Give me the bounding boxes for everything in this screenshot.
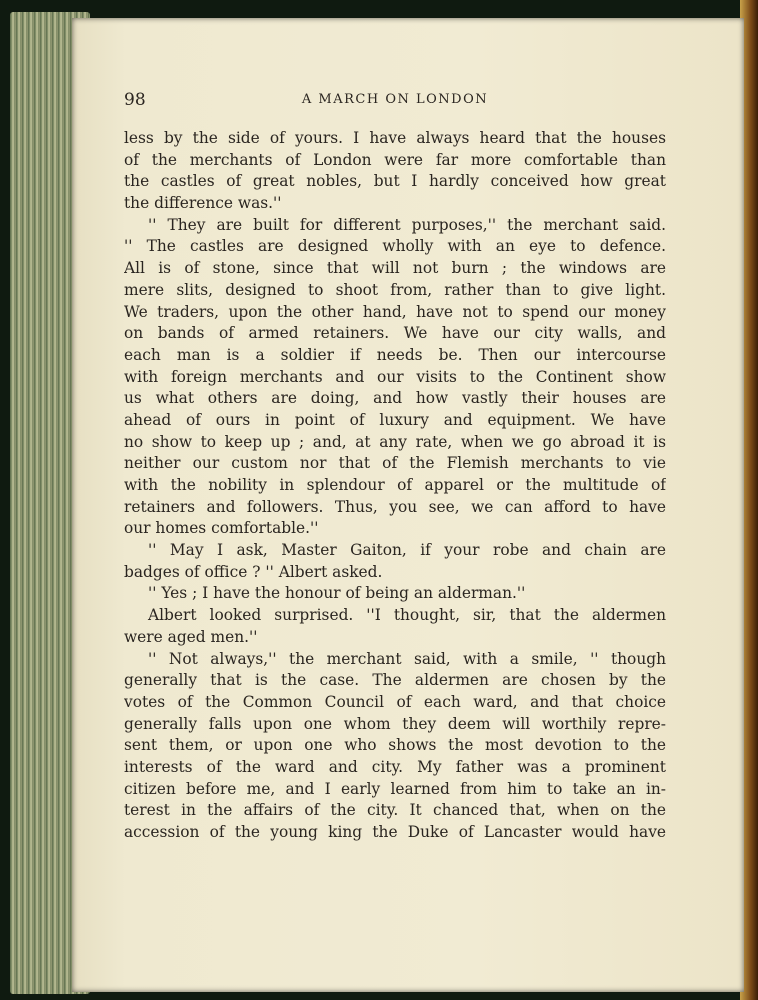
text-line: us what others are doing, and how vastly their houses are [124,389,666,408]
text-line: were aged men.'' [124,627,258,646]
text-line: citizen before me, and I early learned from him to take an in- [124,779,666,798]
text-line: our homes comfortable.'' [124,519,319,538]
text-line: on bands of armed retainers. We have our city walls, and [124,324,666,343]
text-line: the castles of great nobles, but I hardly conceived how great [124,172,666,191]
text-line: ahead of ours in point of luxury and equipment. We have [124,410,666,429]
text-line: votes of the Common Council of each ward, and that choice [124,692,666,711]
text-line: Albert looked surprised. ''I thought, sir, that the aldermen [148,606,666,625]
text-line: '' Not always,'' the merchant said, with a smile, '' though [148,649,666,668]
text-line: no show to keep up ; and, at any rate, when we go abroad it is [124,432,666,451]
running-title: A MARCH ON LONDON [301,92,489,107]
text-line: the difference was.'' [124,194,282,213]
text-line: accession of the young king the Duke of Lancaster would have [124,823,666,841]
text-line: generally that is the case. The aldermen are chosen by the [124,671,666,690]
text-line: less by the side of yours. I have always heard that the houses [124,129,666,147]
text-line: '' They are built for different purposes,'' the merchant said. [148,215,666,234]
text-line: All is of stone, since that will not burn ; the windows are [124,259,666,278]
text-line: '' Yes ; I have the honour of being an alderman.'' [148,584,526,603]
body-text [124,128,666,844]
text-line: retainers and followers. Thus, you see, we can afford to have [124,497,666,516]
text-line: neither our custom nor that of the Flemish merchants to vie [124,454,666,473]
text-line: with foreign merchants and our visits to the Continent show [124,367,666,386]
text-line: generally falls upon one whom they deem will worthily repre- [124,714,666,733]
text-line: mere slits, designed to shoot from, rather than to give light. [124,280,666,299]
text-line: badges of office ? '' Albert asked. [124,562,383,581]
text-line: interests of the ward and city. My father was a prominent [124,757,666,776]
page-number: 98 [124,90,146,110]
text-line: sent them, or upon one who shows the most devotion to the [124,736,666,755]
text-line: of the merchants of London were far more comfortable than [124,150,666,169]
page-header [124,90,666,112]
text-line: with the nobility in splendour of apparel or the multitude of [124,476,666,494]
text-line: '' May I ask, Master Gaiton, if your robe and chain are [148,541,666,560]
text-line: '' The castles are designed wholly with an eye to defence. [124,237,666,256]
text-line: terest in the affairs of the city. It chanced that, when on the [124,801,666,820]
text-line: We traders, upon the other hand, have not to spend our money [124,302,666,321]
text-line: each man is a soldier if needs be. Then our intercourse [124,345,666,364]
